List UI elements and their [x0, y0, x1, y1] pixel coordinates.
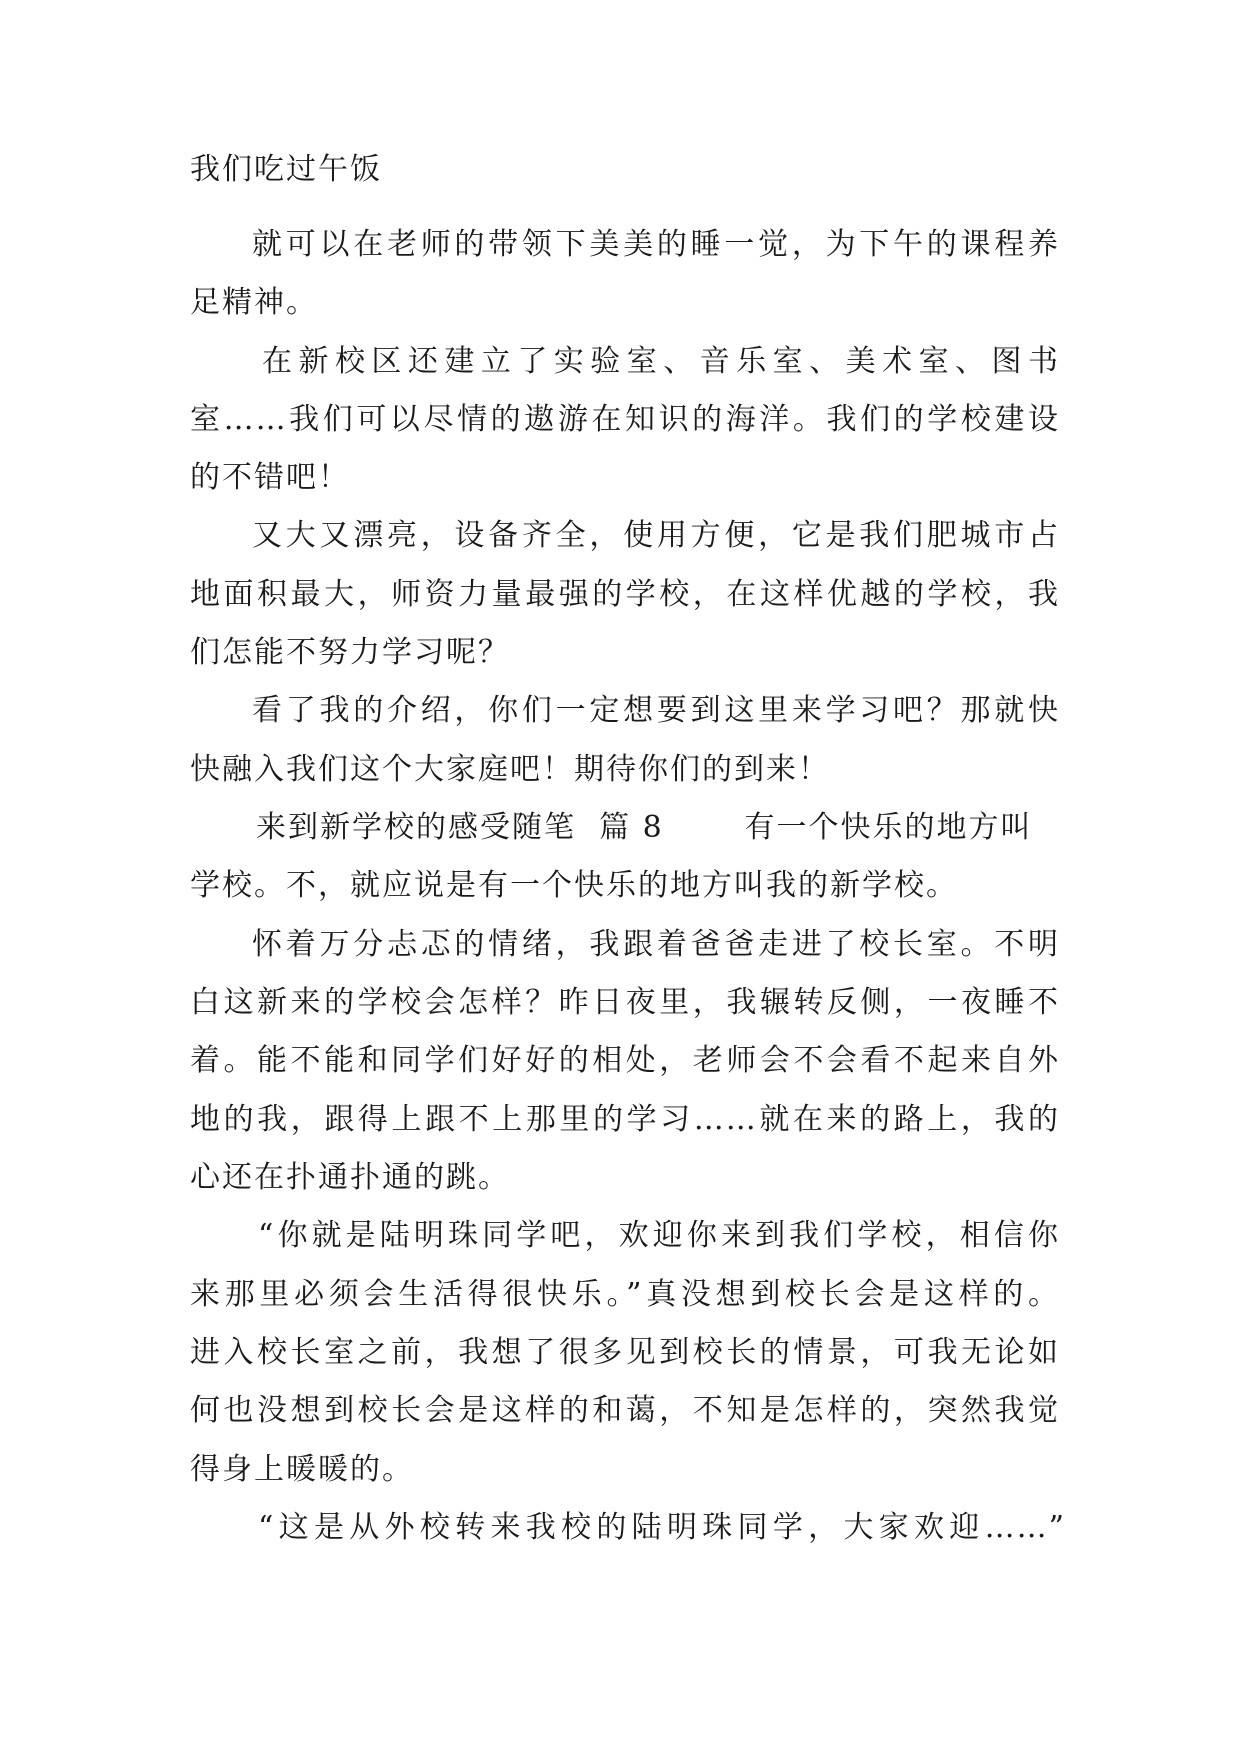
section-heading-line: 来到新学校的感受随笔 篇 8 有一个快乐的地方叫	[256, 810, 1033, 845]
text-line: 地的我，跟得上跟不上那里的学习……就在来的路上，我的	[190, 1102, 1060, 1137]
text-line: 来那里必须会生活得很快乐。”真没想到校长会是这样的。	[190, 1277, 1060, 1312]
text-line: 快融入我们这个大家庭吧！期待你们的到来！	[190, 752, 830, 787]
text-line: 们怎能不努力学习呢？	[190, 635, 510, 670]
text-line: 就可以在老师的带领下美美的睡一觉，为下午的课程养	[252, 227, 1060, 262]
text-line: 怀着万分忐忑的情绪，我跟着爸爸走进了校长室。不明	[252, 927, 1060, 962]
text-line: 足精神。	[190, 285, 318, 320]
text-line: 看了我的介绍，你们一定想要到这里来学习吧？那就快	[252, 693, 1060, 728]
text-line: 学校。不，就应说是有一个快乐的地方叫我的新学校。	[190, 868, 958, 903]
text-line: “这是从外校转来我校的陆明珠同学，大家欢迎……”	[258, 1510, 1066, 1545]
text-line: 心还在扑通扑通的跳。	[190, 1160, 510, 1195]
text-line: 进入校长室之前，我想了很多见到校长的情景，可我无论如	[190, 1335, 1060, 1370]
text-line: 室……我们可以尽情的遨游在知识的海洋。我们的学校建设	[190, 402, 1060, 437]
text-line: “你就是陆明珠同学吧，欢迎你来到我们学校，相信你	[258, 1218, 1060, 1253]
text-line: 在新校区还建立了实验室、音乐室、美术室、图书	[262, 344, 1060, 379]
text-line: 白这新来的学校会怎样？昨日夜里，我辗转反侧，一夜睡不	[190, 985, 1060, 1020]
text-line: 我们吃过午饭	[190, 152, 382, 187]
text-line: 又大又漂亮，设备齐全，使用方便，它是我们肥城市占	[252, 518, 1060, 553]
text-line: 何也没想到校长会是这样的和蔼，不知是怎样的，突然我觉	[190, 1393, 1060, 1428]
text-line: 地面积最大，师资力量最强的学校，在这样优越的学校，我	[190, 577, 1060, 612]
text-line: 得身上暖暖的。	[190, 1452, 414, 1487]
text-line: 的不错吧！	[190, 460, 350, 495]
text-line: 着。能不能和同学们好好的相处，老师会不会看不起来自外	[190, 1043, 1060, 1078]
